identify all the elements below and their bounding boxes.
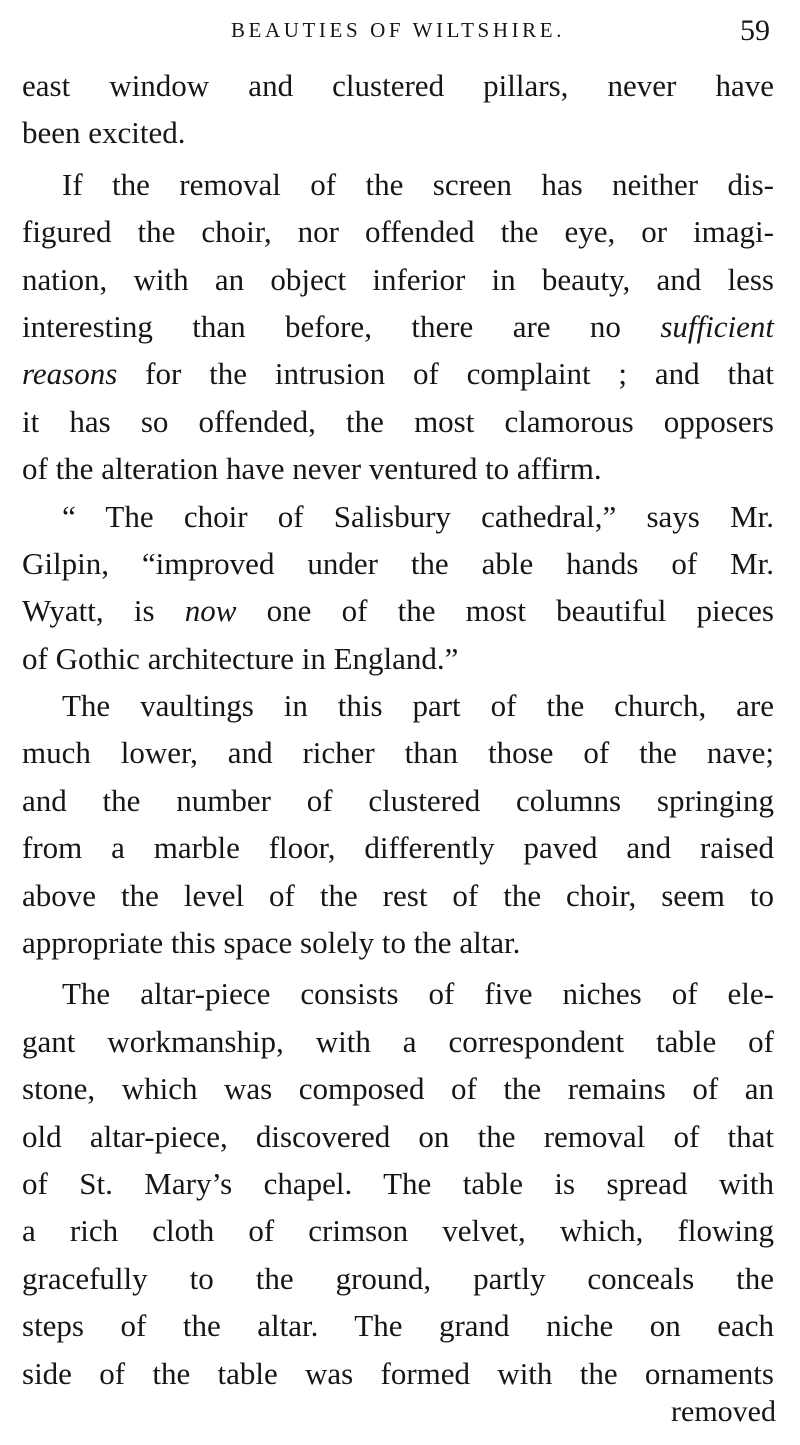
text-line: The altar-piece consists of five niches of ele- — [62, 976, 774, 1012]
text-line: appropriate this space solely to the altar. — [22, 925, 521, 961]
text-line: side of the table was formed with the ornaments — [22, 1355, 774, 1391]
text-run: one of the most beautiful pieces — [236, 593, 774, 629]
text-line: above the level of the rest of the choir, seem to — [22, 877, 774, 913]
catchword: removed — [671, 1395, 776, 1428]
text-line: it has so offended, the most clamorous opposers — [22, 403, 774, 439]
text-line: east window and clustered pillars, never have — [22, 68, 774, 103]
text-line — [22, 587, 774, 634]
text-line: gant workmanship, with a correspondent table of — [22, 1023, 774, 1059]
text-line: of the alteration have never ventured to affirm. — [22, 451, 602, 487]
text-line: steps of the altar. The grand niche on each — [22, 1308, 774, 1344]
text-line: “ The choir of Salisbury cathedral,” says Mr. — [62, 498, 774, 534]
italic-word: sufficient — [660, 308, 774, 344]
text-line: of Gothic architecture in England.” — [22, 640, 459, 676]
text-line: a rich cloth of crimson velvet, which, flowing — [22, 1213, 774, 1249]
text-line: much lower, and richer than those of the nave; — [22, 735, 774, 771]
text-line: nation, with an object inferior in beauty, and less — [22, 261, 774, 297]
text-line: been excited. — [22, 115, 186, 151]
text-line: Gilpin, “improved under the able hands of Mr. — [22, 545, 774, 581]
text-run: interesting than before, there are no — [22, 308, 621, 344]
text-line: figured the choir, nor offended the eye, or imagi- — [22, 214, 774, 250]
running-head — [22, 14, 774, 48]
italic-word: now — [184, 593, 237, 629]
text-line — [22, 303, 774, 350]
page-number: 59 — [740, 14, 770, 47]
text-line: The vaultings in this part of the church, are — [62, 688, 774, 724]
text-line: gracefully to the ground, partly conceals the — [22, 1260, 774, 1296]
text-line: If the removal of the screen has neither dis- — [62, 166, 774, 202]
text-run: Wyatt, is — [22, 593, 185, 629]
text-line: of St. Mary’s chapel. The table is spread with — [22, 1165, 774, 1201]
text-run: for the intrusion of complaint ; and that — [117, 356, 774, 392]
italic-word: reasons — [22, 356, 118, 392]
body-text — [22, 62, 774, 1397]
text-line — [22, 350, 774, 397]
text-line: from a marble floor, differently paved and raised — [22, 830, 774, 866]
text-line: old altar-piece, discovered on the removal of that — [22, 1118, 774, 1154]
running-title: BEAUTIES OF WILTSHIRE. — [230, 18, 566, 42]
text-line: stone, which was composed of the remains of an — [22, 1071, 774, 1107]
text-line: and the number of clustered columns springing — [22, 782, 774, 818]
